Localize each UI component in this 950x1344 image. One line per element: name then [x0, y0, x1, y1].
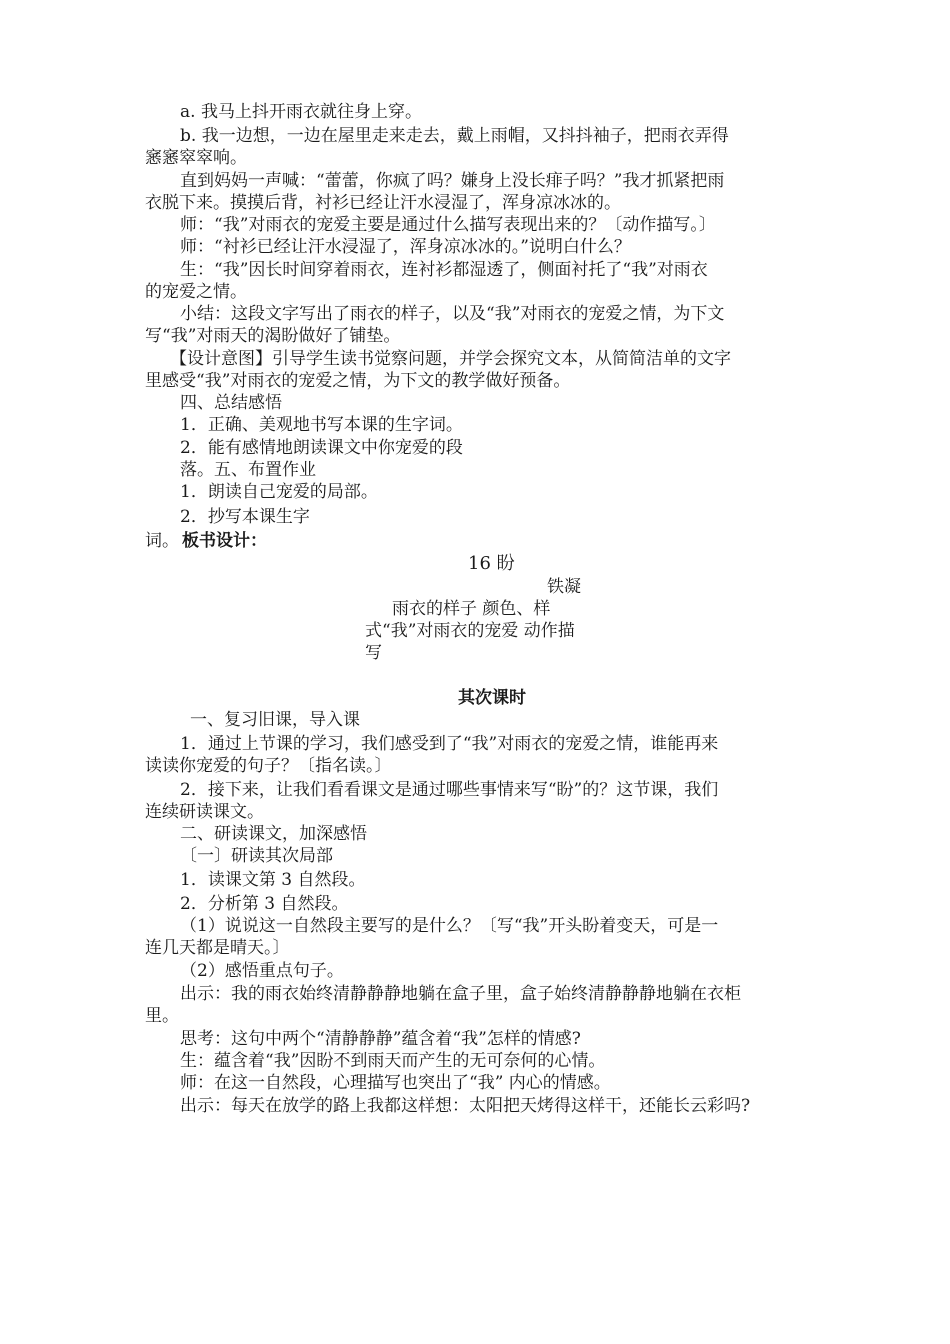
board-line: 写 — [365, 643, 382, 663]
text-line: 【设计意图】引导学生读书觉察问题，并学会探究文本，从简简洁单的文字 — [170, 349, 731, 369]
text-line: （2）感悟重点句子。 — [180, 961, 344, 981]
text-line: a. 我马上抖开雨衣就往身上穿。 — [180, 102, 422, 122]
text-line: 2．接下来，让我们看看课文是通过哪些事情来写“盼”的？这节课，我们 — [180, 780, 719, 800]
list-item: 2．分析第 3 自然段。 — [180, 894, 349, 914]
text-line: 师：“衬衫已经让汗水浸湿了，浑身凉冰冰的。”说明白什么？ — [180, 237, 631, 257]
list-item: 1．读课文第 3 自然段。 — [180, 870, 366, 890]
text-line: 里。 — [145, 1006, 179, 1026]
text-line: 词。 — [145, 531, 179, 551]
text-line: 读读你宠爱的句子？〔指名读。〕 — [145, 756, 392, 776]
list-item: 1．正确、美观地书写本课的生字词。 — [180, 415, 463, 435]
lesson-title: 其次课时 — [458, 688, 526, 708]
text-line: 的宠爱之情。 — [145, 282, 247, 302]
board-line: 雨衣的样子 颜色、样 — [392, 599, 551, 619]
section-heading: 落。五、布置作业 — [180, 460, 316, 480]
text-line: 生：蕴含着“我”因盼不到雨天而产生的无可奈何的心情。 — [180, 1051, 606, 1071]
board-author: 铁凝 — [547, 577, 581, 597]
text-line: 师：在这一自然段，心理描写也突出了“我” 内心的情感。 — [180, 1073, 611, 1093]
text-line: 衣脱下来。摸摸后背，衬衫已经让汗水浸湿了，浑身凉冰冰的。 — [145, 193, 621, 213]
text-line: 写“我”对雨天的渴盼做好了铺垫。 — [145, 326, 401, 346]
section-heading: 四、总结感悟 — [180, 393, 282, 413]
list-item: 2．抄写本课生字 — [180, 507, 310, 527]
text-line: 思考：这句中两个“清静静静”蕴含着“我”怎样的情感? — [180, 1029, 581, 1049]
board-line: 式“我”对雨衣的宠爱 动作描 — [365, 621, 575, 641]
section-heading: 二、研读课文，加深感悟 — [180, 824, 367, 844]
text-line: 连续研读课文。 — [145, 802, 264, 822]
text-line: 1．通过上节课的学习，我们感受到了“我”对雨衣的宠爱之情，谁能再来 — [180, 734, 719, 754]
board-design-label: 板书设计： — [182, 531, 267, 551]
text-line: 小结：这段文字写出了雨衣的样子，以及“我”对雨衣的宠爱之情，为下文 — [180, 304, 725, 324]
text-line: （1）说说这一自然段主要写的是什么？〔写“我”开头盼着变天，可是一 — [180, 916, 719, 936]
list-item: 1．朗读自己宠爱的局部。 — [180, 482, 378, 502]
text-line: 里感受“我”对雨衣的宠爱之情，为下文的教学做好预备。 — [145, 371, 571, 391]
text-line: 连几天都是晴天。〕 — [145, 938, 290, 958]
text-line: b. 我一边想，一边在屋里走来走去，戴上雨帽，又抖抖袖子，把雨衣弄得 — [180, 126, 729, 146]
text-line: 窸窸窣窣响。 — [145, 148, 247, 168]
text-line: 生：“我”因长时间穿着雨衣，连衬衫都湿透了，侧面衬托了“我”对雨衣 — [180, 260, 708, 280]
text-line: 出示：我的雨衣始终清静静静地躺在盒子里，盒子始终清静静静地躺在衣柜 — [180, 984, 741, 1004]
section-heading: 一、复习旧课，导入课 — [190, 710, 360, 730]
text-line: 出示：每天在放学的路上我都这样想：太阳把天烤得这样干，还能长云彩吗? — [180, 1096, 751, 1116]
text-line: 师：“我”对雨衣的宠爱主要是通过什么描写表现出来的？〔动作描写。〕 — [180, 215, 716, 235]
subsection-heading: 〔一〕研读其次局部 — [180, 846, 333, 866]
board-title: 16 盼 — [468, 553, 515, 574]
text-line: 直到妈妈一声喊：“蕾蕾，你疯了吗？嫌身上没长痱子吗？”我才抓紧把雨 — [180, 171, 725, 191]
list-item: 2．能有感情地朗读课文中你宠爱的段 — [180, 438, 463, 458]
